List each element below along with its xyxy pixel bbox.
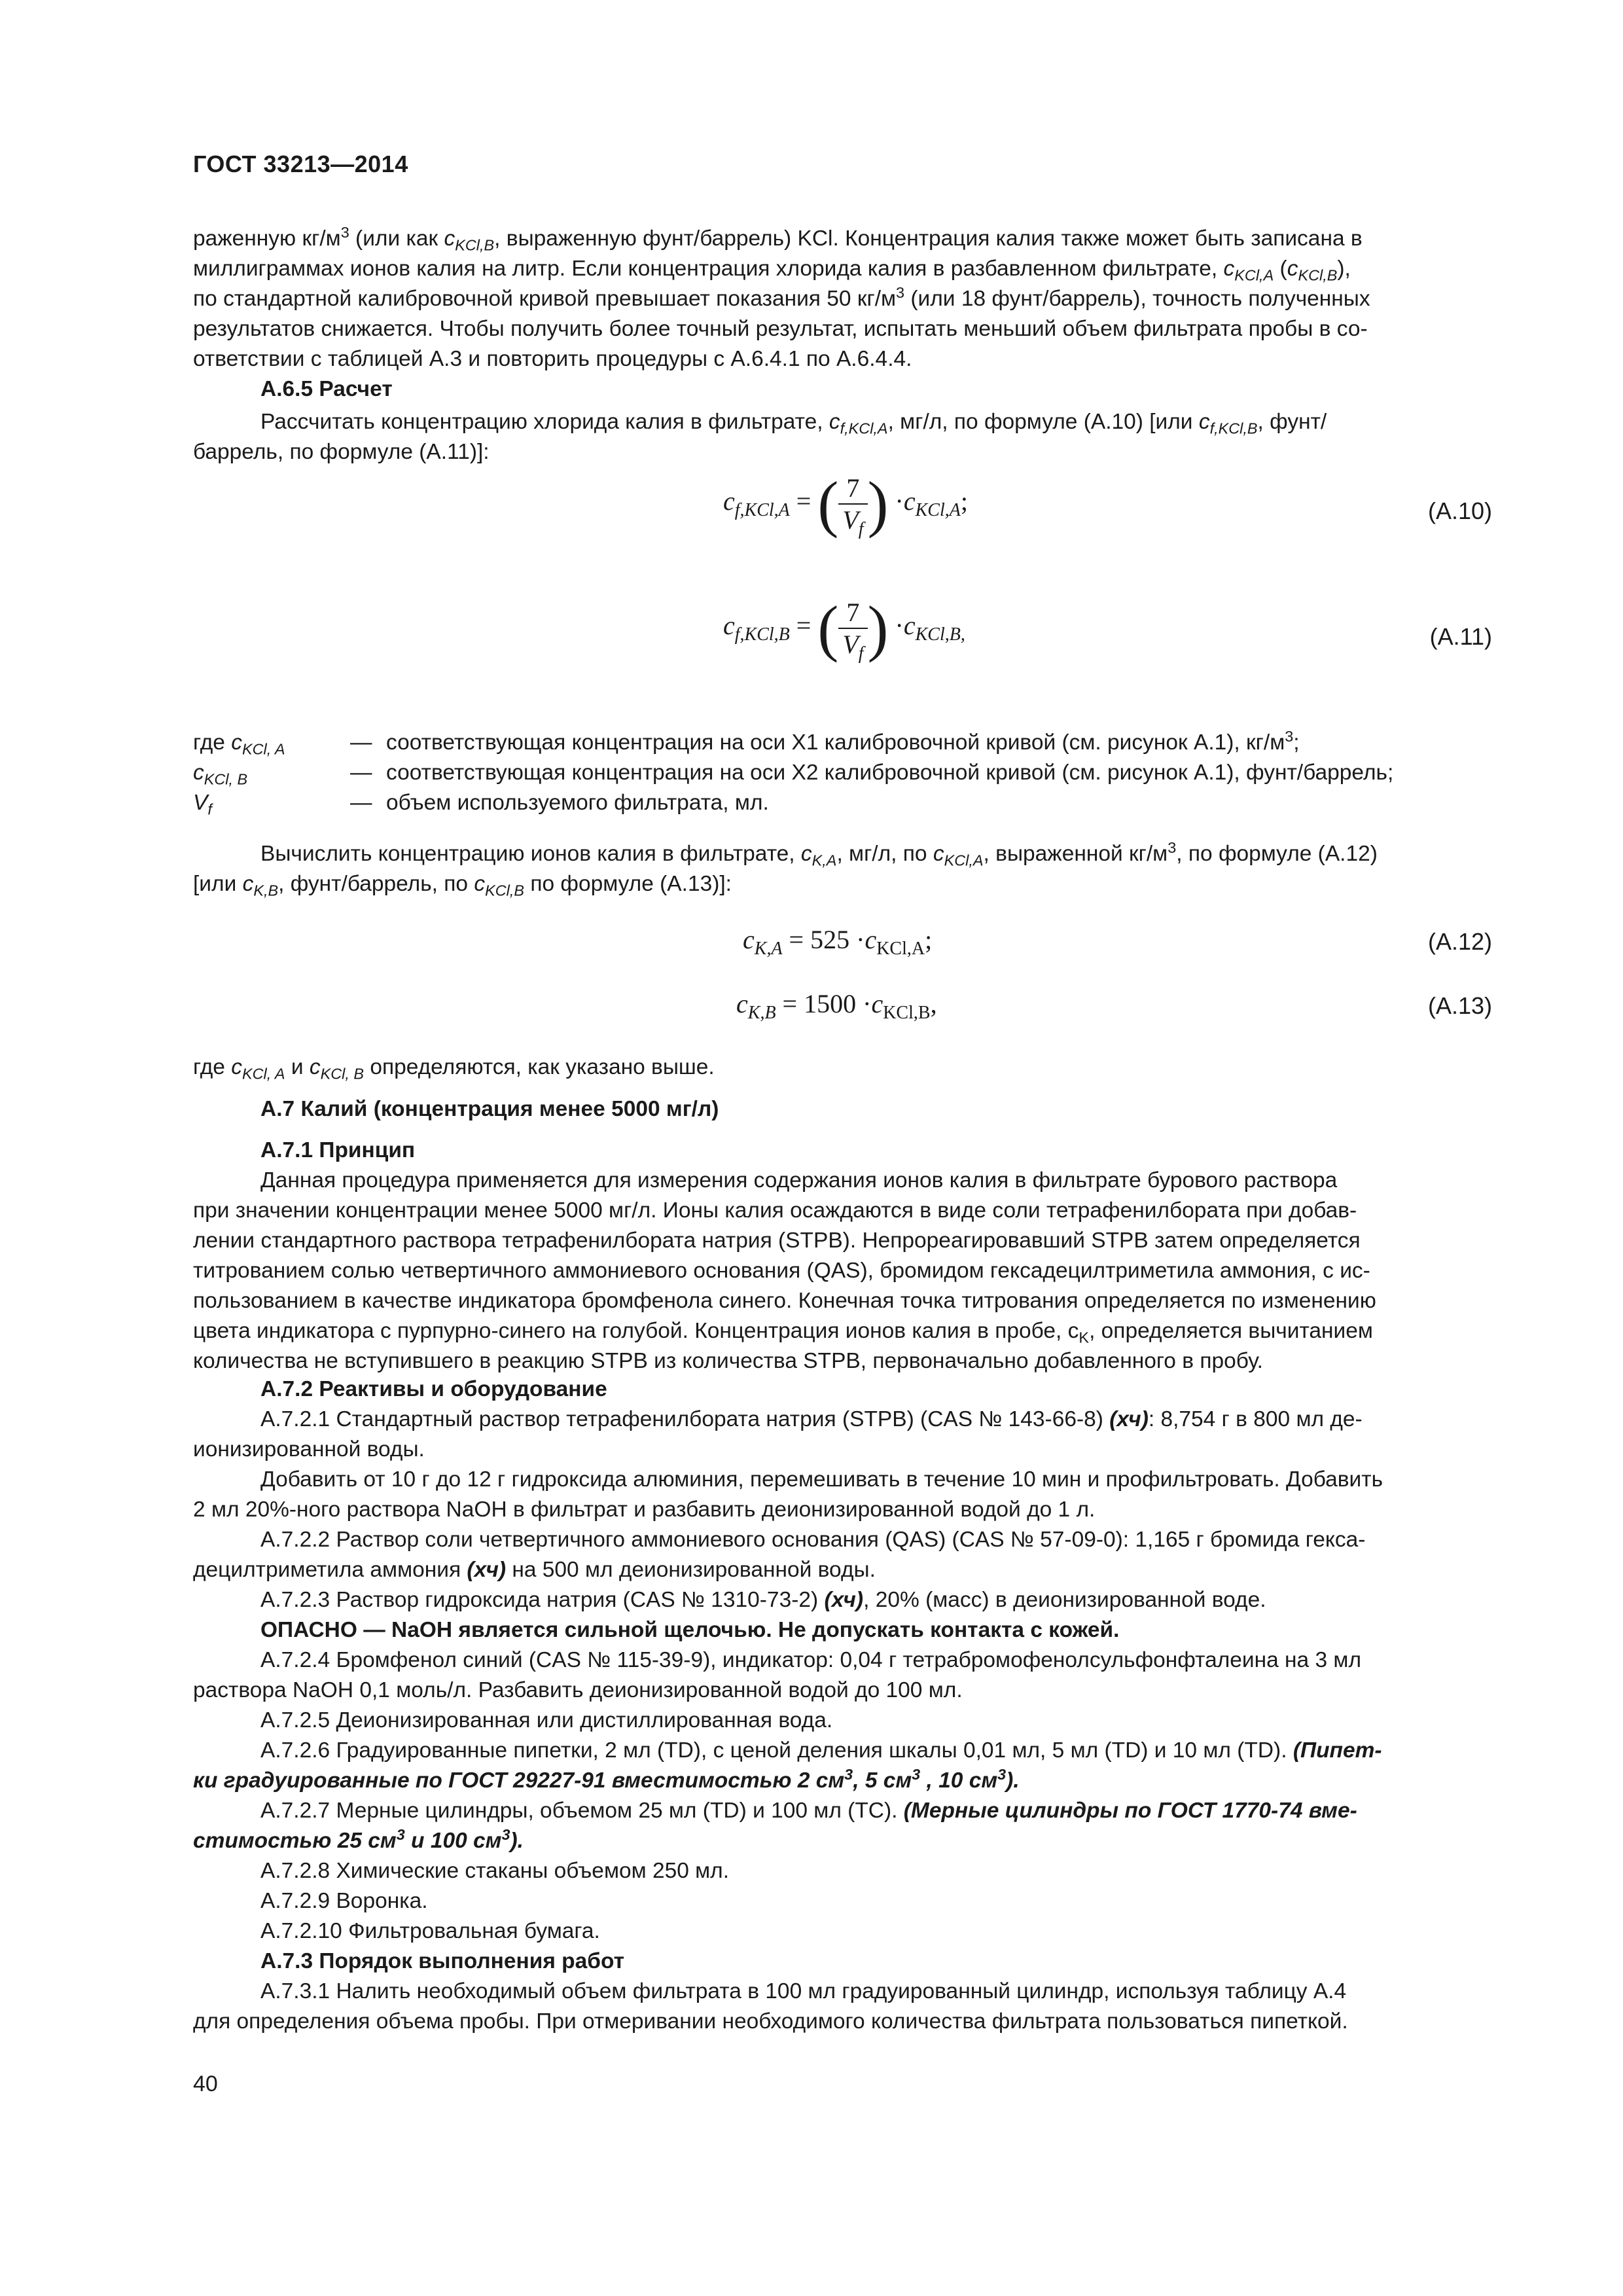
text-line: А.7.2.8 Химические стаканы объемом 250 мл. [260, 1859, 730, 1883]
page-number: 40 [193, 2072, 218, 2096]
text-line: ответствии с таблицей А.3 и повторить процедуры с А.6.4.1 по А.6.4.4. [193, 347, 912, 371]
text-line: А.7.2.9 Воронка. [260, 1889, 428, 1913]
document-header: ГОСТ 33213—2014 [193, 151, 408, 177]
text-line: Вычислить концентрацию ионов калия в фильтрате, $c_{K,A}$, мг/л, по $c_{KCl,A}$, выраженной $кг/м^3$, по формуле (А.12) [260, 838, 1378, 869]
equation-number: (А.12) [1427, 928, 1492, 955]
text-line: по стандартной калибровочной кривой превышает показания 50 $кг/м^3$ (или 18 фунт/баррель), точность полученных [193, 283, 1370, 311]
text-line: Данная процедура применяется для измерения содержания ионов калия в фильтрате бурового раствора [260, 1168, 1338, 1193]
section-heading: А.7.3 Порядок выполнения работ [260, 1949, 625, 1973]
section-heading: А.6.5 Расчет [260, 377, 393, 401]
text-line: А.7.2.4 Бромфенол синий (CAS № 115-39-9), индикатор: 0,04 г тетрабромофенолсульфонфталеина на 3 мл [260, 1648, 1362, 1672]
definition-row: где $c_{KCl, A}$ — соответствующая концентрация на оси X1 калибровочной кривой (см. рисунок А.1), $кг/м^3$; [193, 727, 1300, 758]
text-line: А.7.2.5 Деионизированная или дистиллированная вода. [260, 1708, 833, 1732]
text-line: А.7.2.2 Раствор соли четвертичного аммониевого основания (QAS) (CAS № 57-09-0): 1,165 г бромида гекса- [260, 1528, 1366, 1552]
text-line: раженную $кг/м^3$ (или как $c_{KCl,B}$, выраженную фунт/баррель) KCl. Концентрация калия также может быть записана в [193, 223, 1363, 254]
section-heading: А.7.2 Реактивы и оборудование [260, 1377, 607, 1401]
text-line: баррель, по формуле (А.11)]: [193, 440, 490, 464]
text-line: раствора NaOH 0,1 моль/л. Разбавить деионизированной водой до 100 мл. [193, 1678, 963, 1702]
text-line: для определения объема пробы. При отмеривании необходимого количества фильтрата пользоваться пипеткой. [193, 2009, 1348, 2034]
text-line: 2 мл 20%-ного раствора NaOH в фильтрат и разбавить деионизированной водой до 1 л. [193, 1498, 1096, 1522]
text-line: миллиграммах ионов калия на литр. Если концентрация хлорида калия в разбавленном фильтрате, $c_{KCl,A}$ $(c_{KCl,B})$, [193, 257, 1351, 284]
text-line: стимостью 25 $см^3$ и 100 $см^3$). [193, 1825, 524, 1853]
text-line: А.7.2.7 Мерные цилиндры, объемом 25 мл (TD) и 100 мл (TC). (Мерные цилиндры по ГОСТ 1770-74 вме- [260, 1799, 1357, 1823]
section-heading: А.7 Калий (концентрация менее 5000 мг/л) [260, 1097, 719, 1121]
equation-a10: $c_{f,KCl,A}$ = ( $\frac{7}{V_f}$ ) $\cdot c_{KCl,A}$; [723, 469, 968, 539]
text-line: при значении концентрации менее 5000 мг/л. Ионы калия осаждаются в виде соли тетрафенилбората при добав- [193, 1198, 1357, 1223]
text-line: А.7.2.6 Градуированные пипетки, 2 мл (TD), с ценой деления шкалы 0,01 мл, 5 мл (TD) и 10 мл (TD). (Пипет- [260, 1738, 1382, 1763]
equation-number: (А.10) [1427, 497, 1492, 524]
text-line: количества не вступившего в реакцию STPB из количества STPB, первоначально добавленного в пробу. [193, 1349, 1263, 1373]
definition-row: $c_{KCl, B}$ — соответствующая концентрация на оси X2 калибровочной кривой (см. рисунок А.1), фунт/баррель; [193, 761, 1394, 788]
text-line: ки градуированные по ГОСТ 29227-91 вместимостью 2 $см^3$, 5 $см^3$ , 10 $см^3$). [193, 1765, 1020, 1793]
text-line: цвета индикатора с пурпурно-синего на голубой. Концентрация ионов калия в пробе, $c_K$, определяется вычитанием [193, 1319, 1373, 1346]
text-line: А.7.2.1 Стандартный раствор тетрафенилбората натрия (STPB) (CAS № 143-66-8) (хч): 8,754 г в 800 мл де- [260, 1407, 1363, 1431]
text-line: ионизированной воды. [193, 1437, 425, 1462]
definition-row: $V_f$ — объем используемого фильтрата, мл. [193, 791, 769, 818]
equation-a13: $c_{K,B} = 1500 \cdot c_{KCl,B}$, [736, 989, 937, 1023]
section-heading: А.7.1 Принцип [260, 1138, 416, 1162]
text-line: результатов снижается. Чтобы получить более точный результат, испытать меньший объем фильтрата пробы в со- [193, 317, 1368, 341]
text-line: лении стандартного раствора тетрафенилбората натрия (STPB). Непрореагировавший STPB затем определяется [193, 1229, 1361, 1253]
text-line: А.7.3.1 Налить необходимый объем фильтрата в 100 мл градуированный цилиндр, используя таблицу А.4 [260, 1979, 1347, 2003]
text-line: Добавить от 10 г до 12 г гидроксида алюминия, перемешивать в течение 10 мин и профильтровать. Добавить [260, 1467, 1383, 1492]
equation-number: (А.13) [1427, 992, 1492, 1019]
text-line: пользованием в качестве индикатора бромфенола синего. Конечная точка титрования определяется по изменению [193, 1289, 1376, 1313]
text-line: где $c_{KCl, A}$ и $c_{KCl, B}$ определяются, как указано выше. [193, 1055, 715, 1083]
warning-text: ОПАСНО — NaOH является сильной щелочью. Не допускать контакта с кожей. [260, 1618, 1120, 1642]
text-line: титрованием солью четвертичного аммониевого основания (QAS), бромидом гексадецилтриметила аммония, с ис- [193, 1259, 1370, 1283]
text-line: [или $c_{K,B}$, фунт/баррель, по $c_{KCl,B}$ по формуле (А.13)]: [193, 872, 732, 899]
text-line: децилтриметила аммония (хч) на 500 мл деионизированной воды. [193, 1558, 876, 1582]
text-line: Рассчитать концентрацию хлорида калия в фильтрате, $c_{f,KCl,A}$, мг/л, по формуле (А.10) [или $c_{f,KCl,B}$, фунт/ [260, 410, 1327, 437]
text-line: А.7.2.10 Фильтровальная бумага. [260, 1919, 600, 1943]
text-line: А.7.2.3 Раствор гидроксида натрия (CAS № 1310-73-2) (хч), 20% (масс) в деионизированной воде. [260, 1588, 1266, 1612]
equation-a12: $c_{K,A} = 525 \cdot c_{KCl,A}$; [743, 925, 933, 959]
equation-number: (А.11) [1429, 623, 1492, 650]
equation-a11: $c_{f,KCl,B}$ = ( $\frac{7}{V_f}$ ) $\cdot c_{KCl,B,}$ [723, 593, 965, 664]
definitions-list [193, 728, 1393, 818]
